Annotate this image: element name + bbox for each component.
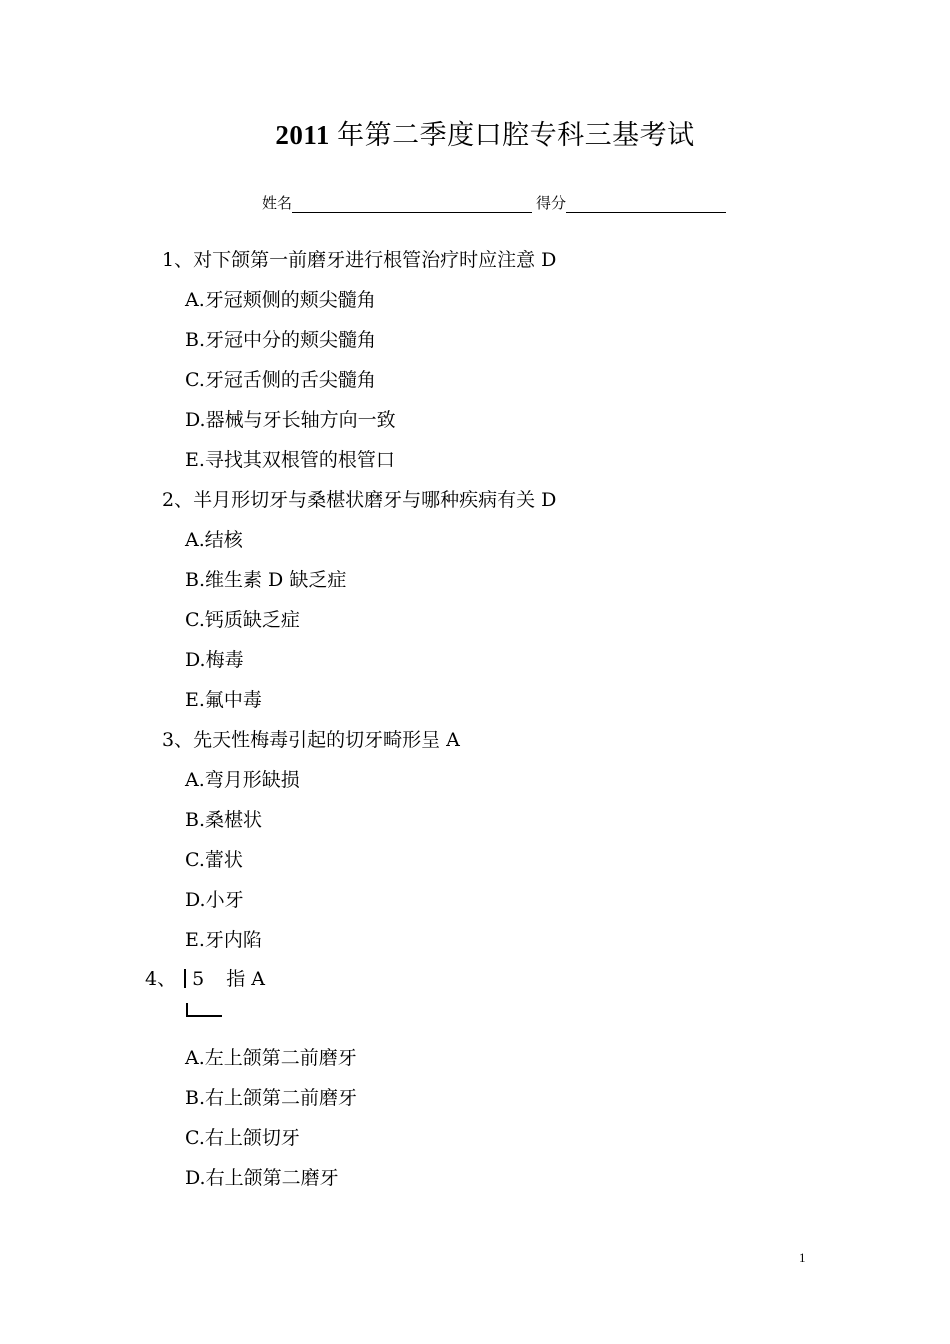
question-4-option-d: D.右上颌第二磨牙 xyxy=(185,1167,339,1189)
question-3-option-d: D.小牙 xyxy=(185,889,244,911)
question-1-option-d: D.器械与牙长轴方向一致 xyxy=(185,409,396,431)
question-4-stem xyxy=(145,967,265,991)
question-4-number: 4、 xyxy=(145,968,177,990)
question-2-option-b: B.维生素 D 缺乏症 xyxy=(185,569,347,591)
question-3-option-e: E.牙内陷 xyxy=(185,929,262,951)
question-1-option-b: B.牙冠中分的颊尖髓角 xyxy=(185,329,377,351)
question-1-option-c: C.牙冠舌侧的舌尖髓角 xyxy=(185,369,376,391)
question-1-stem: 1、对下颌第一前磨牙进行根管治疗时应注意 D xyxy=(162,249,557,271)
question-1-option-a: A.牙冠颊侧的颊尖髓角 xyxy=(185,289,376,311)
question-3-option-b: B.桑椹状 xyxy=(185,809,263,831)
question-4-option-a: A.左上颌第二前磨牙 xyxy=(185,1047,357,1069)
title-text: 年第二季度口腔专科三基考试 xyxy=(337,120,695,150)
question-1-option-e: E.寻找其双根管的根管口 xyxy=(185,449,395,471)
question-4-option-b: B.右上颌第二前磨牙 xyxy=(185,1087,358,1109)
score-label: 得分 xyxy=(536,194,567,212)
question-4-option-c: C.右上颌切牙 xyxy=(185,1127,300,1149)
title-year: 2011 xyxy=(275,120,330,150)
tooth-number: 5 xyxy=(192,968,205,990)
header-fields xyxy=(262,192,726,213)
question-3-stem: 3、先天性梅毒引起的切牙畸形呈 A xyxy=(162,729,460,751)
question-3-option-a: A.弯月形缺损 xyxy=(185,769,300,791)
tooth-notation-quadrant xyxy=(186,1003,222,1017)
score-blank xyxy=(566,196,726,213)
question-4-text: 指 A xyxy=(226,968,265,990)
page-title xyxy=(0,113,950,152)
question-2-option-c: C.钙质缺乏症 xyxy=(185,609,300,631)
name-label: 姓名 xyxy=(262,194,293,212)
question-2-option-a: A.结核 xyxy=(185,529,243,551)
page-number: 1 xyxy=(799,1250,806,1265)
question-2-option-d: D.梅毒 xyxy=(185,649,244,671)
question-2-option-e: E.氟中毒 xyxy=(185,689,262,711)
name-blank xyxy=(292,196,532,213)
question-3-option-c: C.蕾状 xyxy=(185,849,243,871)
question-2-stem: 2、半月形切牙与桑椹状磨牙与哪种疾病有关 D xyxy=(162,489,557,511)
tooth-notation-bar xyxy=(184,969,186,988)
